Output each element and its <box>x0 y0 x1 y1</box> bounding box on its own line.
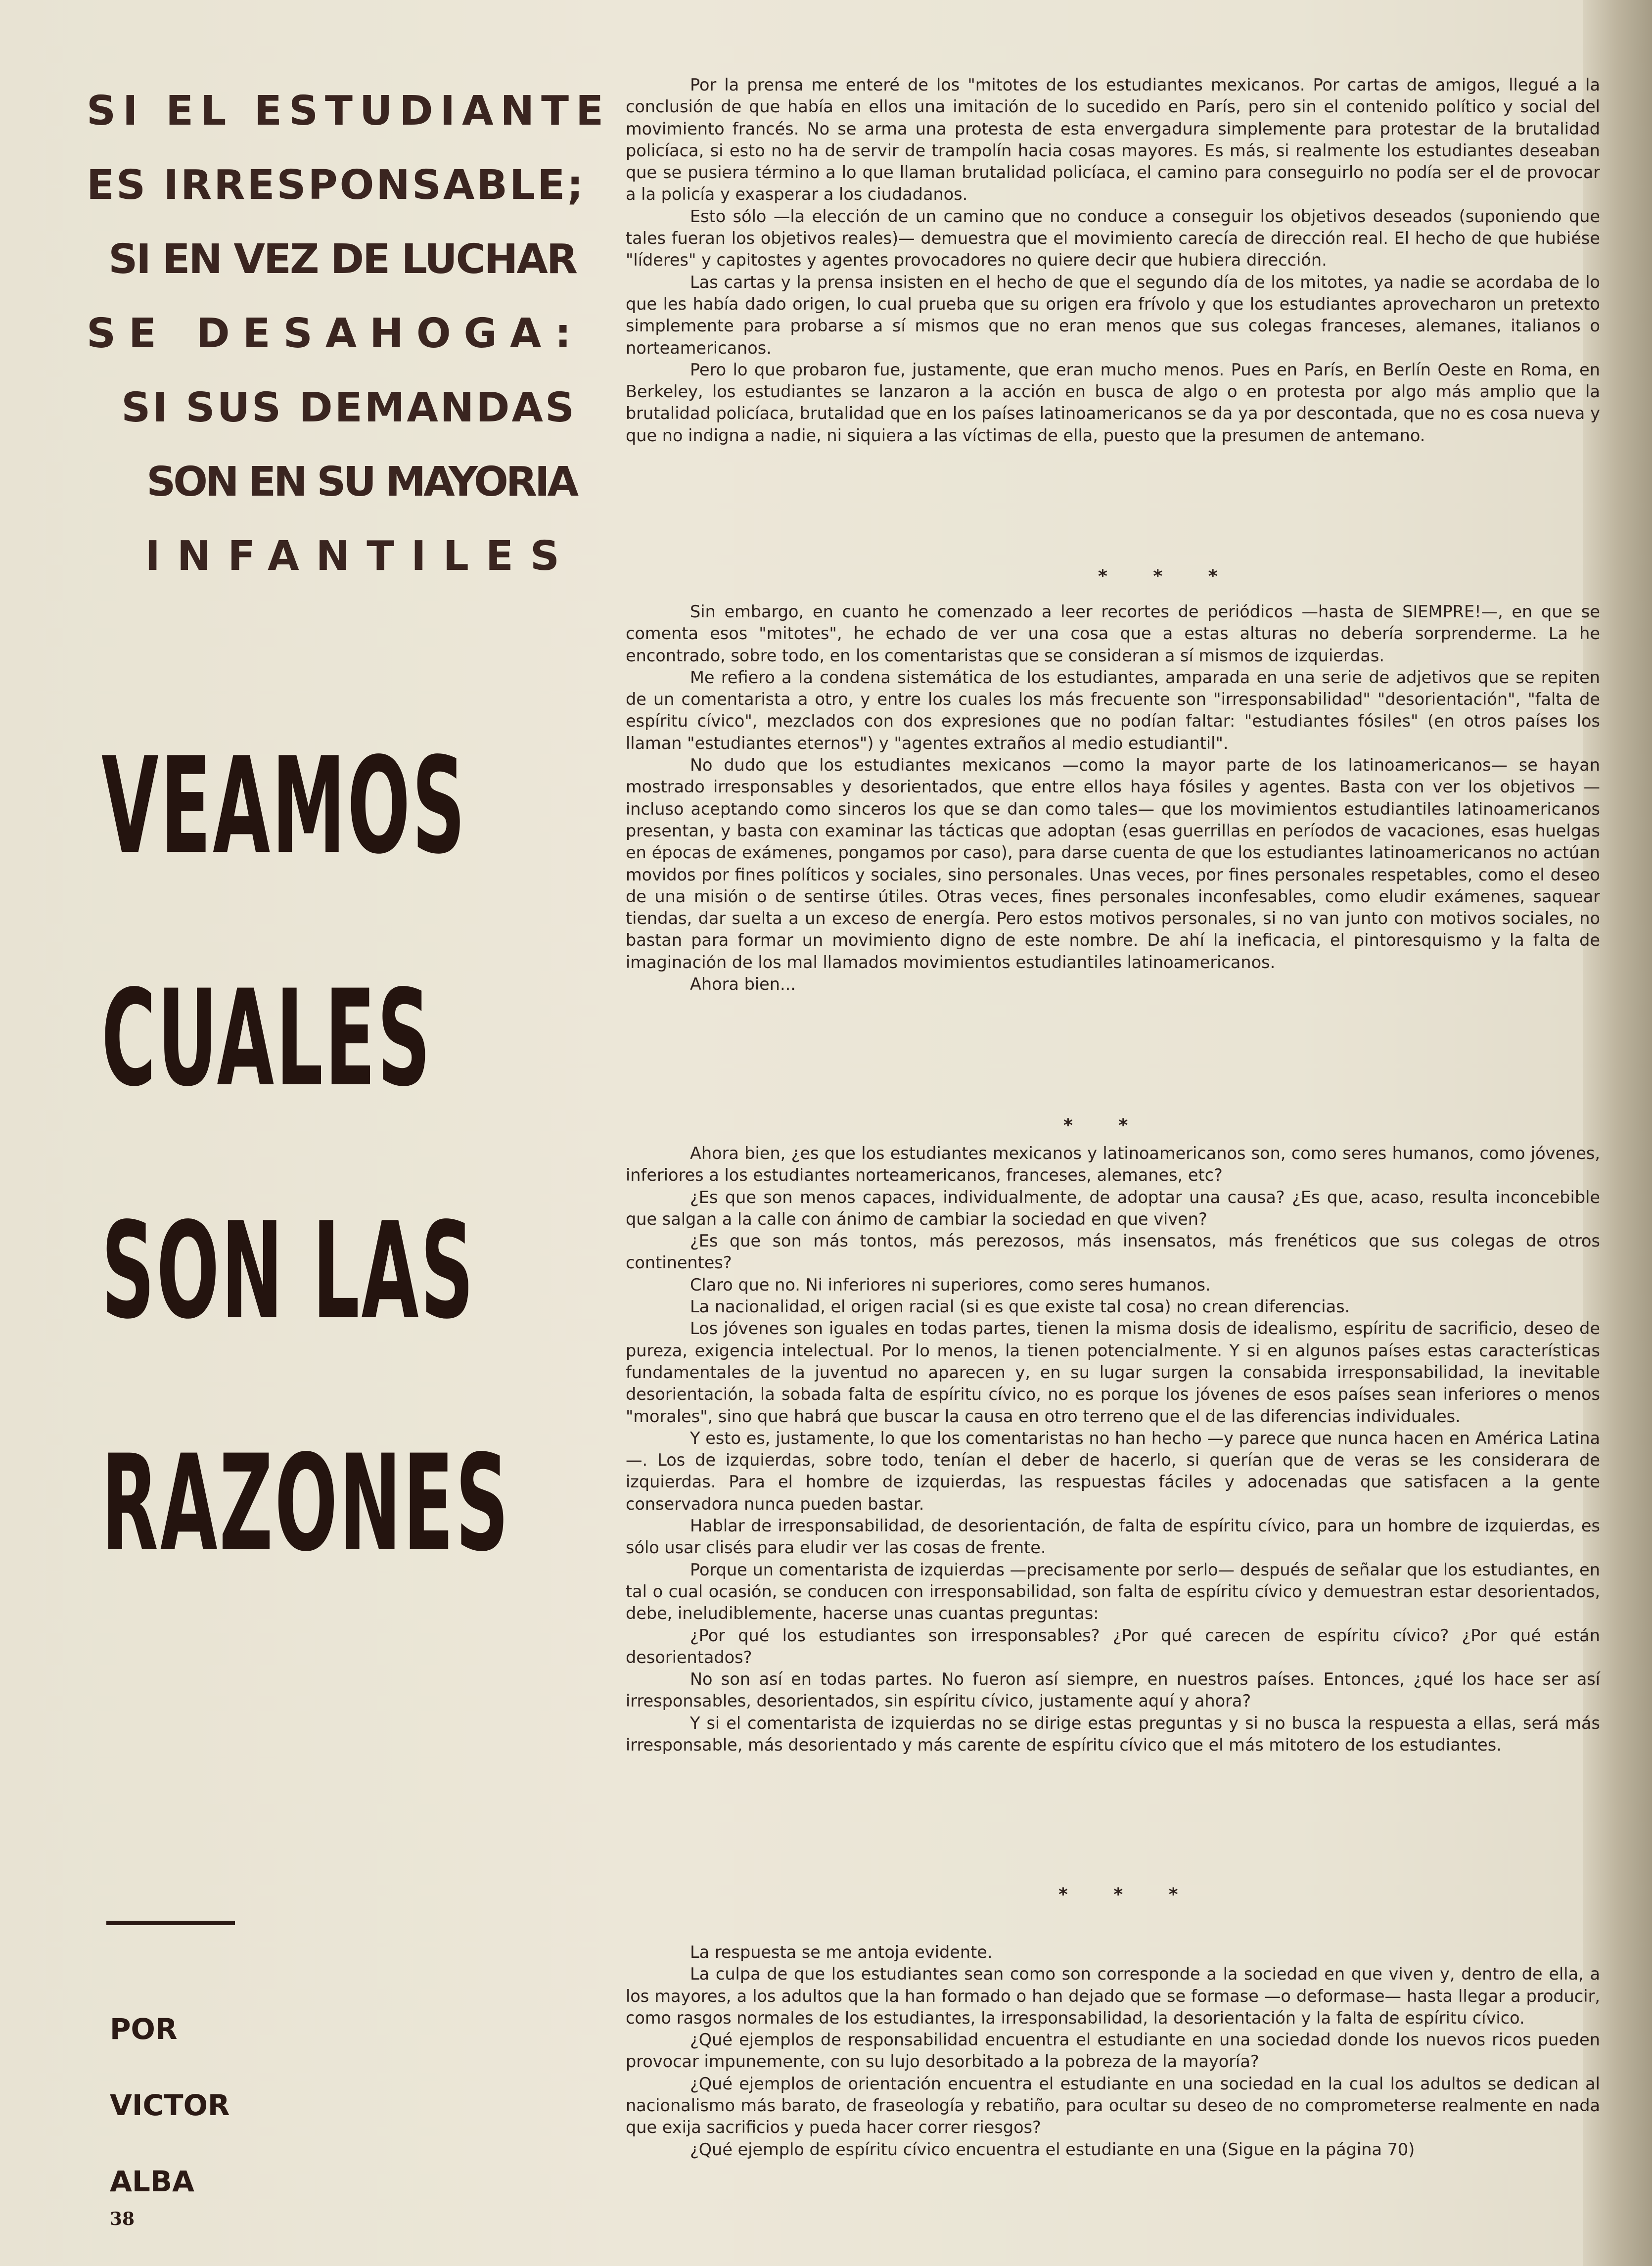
paragraph: ¿Qué ejemplos de orientación encuentra el estudiante en una sociedad en la cual los adultos se dedican al nacionalismo más barato, de fraseología y rebatiño, para ocultar su deseo de no comprometerse realmente en nada que exija sacrificios y pueda hacer correr riesgos? <box>626 2074 1600 2137</box>
paragraph: Pero lo que probaron fue, justamente, que eran mucho menos. Pues en París, en Berlín Oeste en Roma, en Berkeley, los estudiantes se lanzaron a la acción en busca de algo o en protesta por algo más amplio que la brutalidad policíaca, brutalidad que en los países latinoamericanos se da ya por descontada, que no es cosa nueva y que no indigna a nadie, ni siquiera a las víctimas de ella, puesto que la presumen de antemano. <box>626 360 1600 445</box>
article-section-3 <box>626 1143 1600 1756</box>
headline-line-3: SON LAS <box>101 1194 476 1348</box>
byline-rule <box>106 1921 235 1925</box>
byline-first-name: VICTOR <box>110 2088 230 2122</box>
page-number: 38 <box>110 2209 135 2229</box>
article-section-2 <box>626 601 1600 995</box>
byline-por: POR <box>110 2012 178 2046</box>
paragraph: No son así en todas partes. No fueron así siempre, en nuestros países. Entonces, ¿qué los hace ser así irresponsables, desorientados, sin espíritu cívico, justamente aquí y ahora? <box>626 1669 1600 1711</box>
paragraph: Esto sólo —la elección de un camino que no conduce a conseguir los objetivos deseados (suponiendo que tales fueran los objetivos reales)— demuestra que el movimiento carecía de dirección real. El hecho de que hubiése "líderes" y capitostes y agentes provocadores no quiere decir que hubiera dirección. <box>626 206 1600 270</box>
paragraph: ¿Es que son menos capaces, individualmente, de adoptar una causa? ¿Es que, acaso, resulta inconcebible que salgan a la calle con ánimo de cambiar la sociedad en que viven? <box>626 1187 1600 1229</box>
paragraph: Claro que no. Ni inferiores ni superiores, como seres humanos. <box>690 1275 1211 1295</box>
paragraph: Por la prensa me enteré de los "mitotes de los estudiantes mexicanos. Por cartas de amigos, llegué a la conclusión de que había en ellos una imitación de lo sucedido en París, pero sin el contenido político y social del movimiento francés. No se arma una protesta de esta envergadura simplemente para protestar de la brutalidad policíaca, si esto no ha de servir de trampolín hacia cosas mayores. Es más, si realmente los estudiantes deseaban que se pusiera término a lo que llaman brutalidad policíaca, el camino para conseguirlo no podía ser el de provocar a la policía y exasperar a los ciudadanos. <box>626 75 1600 204</box>
paragraph: ¿Es que son más tontos, más perezosos, más insensatos, más frenéticos que sus colegas de otros continentes? <box>626 1231 1600 1273</box>
kicker-line-4: SE DESAHOGA: <box>87 310 584 357</box>
paragraph: Y esto es, justamente, lo que los comentaristas no han hecho —y parece que nunca hacen en América Latina—. Los de izquierdas, sobre todo, tenían el deber de hacerlo, si querían que de veras se les considerara de izquierdas. Para el hombre de izquierdas, las respuestas fáciles y adocenadas que satisfacen a la gente conservadora nunca pueden bastar. <box>626 1428 1600 1514</box>
paragraph: No dudo que los estudiantes mexicanos —como la mayor parte de los latinoamericanos— se hayan mostrado irresponsables y desorientados, que entre ellos haya fósiles y agentes. Basta con ver los objetivos —incluso aceptando como sinceros los que se dan como tales— que los movimientos estudiantiles latinoamericanos presentan, y basta con examinar las tácticas que adoptan (esas guerrillas en períodos de vacaciones, esas huelgas en épocas de exámenes, pongamos por caso), para darse cuenta de que los estudiantes latinoamericanos no actúan movidos por fines políticos y sociales, sino personales. Unas veces, por fines personales respetables, como el deseo de una misión o de sentirse útiles. Otras veces, fines personales inconfesables, como eludir exámenes, saquear tiendas, dar suelta a un exceso de energía. Pero estos motivos personales, si no van junto con motivos sociales, no bastan para formar un movimiento digno de este nombre. De ahí la ineficacia, el pintoresquismo y la falta de imaginación de los mal llamados movimientos estudiantiles latinoamericanos. <box>626 755 1600 972</box>
paragraph: Las cartas y la prensa insisten en el hecho de que el segundo día de los mitotes, ya nadie se acordaba de lo que les había dado origen, lo cual prueba que su origen era frívolo y que los estudiantes aprovecharon un pretexto simplemente para probarse a sí mismos que no eran menos que sus colegas franceses, alemanes, italianos o norteamericanos. <box>626 272 1600 358</box>
headline <box>101 690 576 1620</box>
kicker-line-2: ES IRRESPONSABLE; <box>87 162 585 209</box>
paragraph: Sin embargo, en cuanto he comenzado a leer recortes de periódicos —hasta de SIEMPRE!—, en que se comenta esos "mitotes", he echado de ver una cosa que a estas alturas no debería sorprenderme. La he encontrado, sobre todo, en los comentaristas que se consideran a sí mismos de izquierdas. <box>626 602 1600 665</box>
kicker-line-1: SI EL ESTUDIANTE <box>87 88 611 135</box>
kicker-line-7: INFANTILES <box>145 533 576 580</box>
paragraph: La culpa de que los estudiantes sean como son corresponde a la sociedad en que viven y, dentro de ella, a los mayores, a los adultos que la han formado o han dejado que se formase —o deformase— hasta llegar a producir, como rasgos normales de los estudiantes, la irresponsabilidad, la desorientación y la falta de espíritu cívico. <box>626 1964 1600 2028</box>
paragraph: Ahora bien, ¿es que los estudiantes mexicanos y latinoamericanos son, como seres humanos, como jóvenes, inferiores a los estudiantes norteamericanos, franceses, alemanes, etc? <box>626 1144 1600 1185</box>
kicker-line-6: SON EN SU MAYORIA <box>146 459 576 506</box>
byline <box>110 1991 308 2220</box>
kicker-line-3: SI EN VEZ DE LUCHAR <box>108 236 576 283</box>
section-separator-3: * * * <box>1058 1885 1198 1905</box>
section-separator-1: * * * <box>1098 566 1238 587</box>
headline-line-1: VEAMOS <box>101 729 467 883</box>
paragraph: La nacionalidad, el origen racial (si es que existe tal cosa) no crean diferencias. <box>690 1297 1350 1317</box>
paragraph: Ahora bien... <box>690 974 796 994</box>
paragraph: ¿Qué ejemplo de espíritu cívico encuentra el estudiante en una (Sigue en la página 70) <box>690 2139 1415 2159</box>
headline-line-2: CUALES <box>101 962 433 1116</box>
article-section-4 <box>626 1942 1600 2161</box>
section-separator-2: * * <box>1063 1115 1148 1136</box>
paragraph: Hablar de irresponsabilidad, de desorientación, de falta de espíritu cívico, para un hombre de izquierdas, es sólo usar clisés para eludir ver las cosas de frente. <box>626 1516 1600 1558</box>
kicker-block <box>87 74 611 594</box>
kicker-line-5: SI SUS DEMANDAS <box>121 384 576 431</box>
paragraph: Los jóvenes son iguales en todas partes, tienen la misma dosis de idealismo, espíritu de sacrificio, deseo de pureza, exigencia intelectual. Por lo menos, la tienen potencialmente. Y si en algunos países estas características fundamentales de la juventud no aparecen y, en su lugar surgen la consabida irresponsabilidad, la inevitable desorientación, la sobada falta de espíritu cívico, no es porque los jóvenes de esos países sean inferiores o menos "morales", sino que habrá que buscar la causa en otro terreno que el de las diferencias individuales. <box>626 1319 1600 1426</box>
paragraph: ¿Por qué los estudiantes son irresponsables? ¿Por qué carecen de espíritu cívico? ¿Por qué están desorientados? <box>626 1625 1600 1667</box>
paragraph: ¿Qué ejemplos de responsabilidad encuentra el estudiante en una sociedad donde los nuevos ricos pueden provocar impunemente, con su lujo desorbitado a la pobreza de la mayoría? <box>626 2030 1600 2072</box>
paragraph: Porque un comentarista de izquierdas —precisamente por serlo— después de señalar que los estudiantes, en tal o cual ocasión, se conducen con irresponsabilidad, son falta de espíritu cívico y demuestran estar desorientados, debe, ineludiblemente, hacerse unas cuantas preguntas: <box>626 1560 1600 1623</box>
article-section-1 <box>626 74 1600 447</box>
paragraph: La respuesta se me antoja evidente. <box>690 1942 993 1962</box>
paragraph: Me refiero a la condena sistemática de los estudiantes, amparada en una serie de adjetivos que se repiten de un comentarista a otro, y entre los cuales los más frecuente son "irresponsabilidad" "desorientación", "falta de espíritu cívico", mezclados con dos expresiones que no podían faltar: "estudiantes fósiles" (en otros países los llaman "estudiantes eternos") y "agentes extraños al medio estudiantil". <box>626 667 1600 753</box>
paragraph: Y si el comentarista de izquierdas no se dirige estas preguntas y si no busca la respuesta a ellas, será más irresponsable, más desorientado y más carente de espíritu cívico que el más mitotero de los estudiantes. <box>626 1713 1600 1755</box>
headline-line-4: RAZONES <box>101 1427 511 1581</box>
byline-last-name: ALBA <box>110 2165 194 2198</box>
